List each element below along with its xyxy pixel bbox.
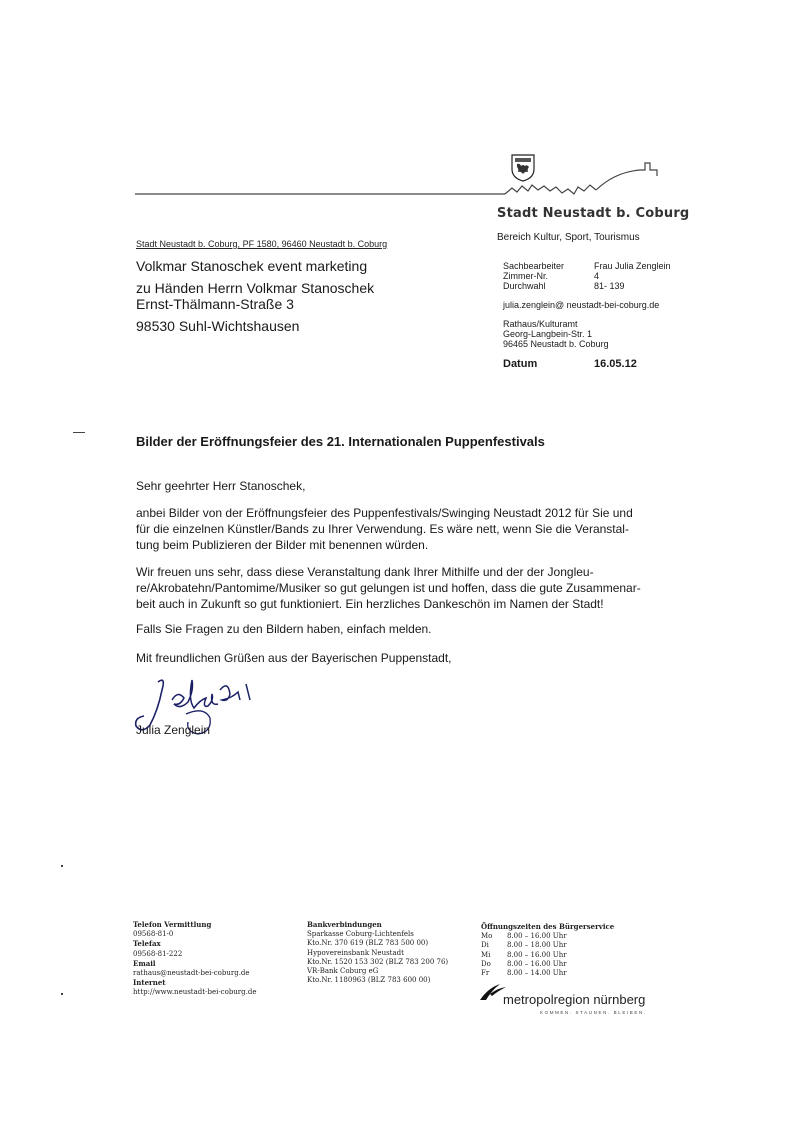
hours-label: Öffnungszeiten des Bürgerservice: [481, 922, 615, 931]
letterhead-skyline: [0, 0, 800, 215]
paragraph-1-line: tung beim Publizieren der Bilder mit benennen würden.: [136, 538, 429, 552]
hours-day: Mo: [481, 932, 493, 941]
hours-day: Mi: [481, 950, 491, 959]
hours-row: [481, 932, 614, 941]
bank-name: Sparkasse Coburg-Lichtenfels: [307, 930, 414, 939]
date-value: 16.05.12: [594, 358, 637, 370]
paragraph-2-line: beit auch in Zukunft so gut funktioniert. Ein herzliches Dankeschön im Namen der Stadt!: [136, 597, 604, 611]
paragraph-3: Falls Sie Fragen zu den Bildern haben, einfach melden.: [136, 622, 432, 636]
phone-label: Telefon Vermittlung: [133, 920, 212, 929]
signer-name: Julia Zenglein: [136, 723, 211, 737]
bank-label: Bankverbindungen: [307, 920, 382, 929]
fax-value: 09568-81-222: [133, 949, 183, 958]
letter-subject: Bilder der Eröffnungsfeier des 21. Internationalen Puppenfestivals: [136, 434, 545, 449]
closing: Mit freundlichen Grüßen aus der Bayerischen Puppenstadt,: [136, 651, 452, 665]
paragraph-1: [136, 505, 661, 553]
contact-email: julia.zenglein@ neustadt-bei-coburg.de: [503, 300, 660, 310]
page-mark: [61, 865, 63, 867]
bank-account: Kto.Nr. 1520 153 302 (BLZ 783 200 76): [307, 957, 449, 966]
hours-row: [481, 969, 614, 978]
hours-row: [481, 960, 614, 969]
extension-value: 81- 139: [594, 281, 625, 291]
room-label: Zimmer-Nr.: [503, 271, 548, 281]
office-address-3: 96465 Neustadt b. Coburg: [503, 339, 609, 349]
hours-time: 8.00 – 16.00 Uhr: [507, 932, 567, 941]
office-address-2: Georg-Langbein-Str. 1: [503, 329, 593, 339]
org-name: Stadt Neustadt b. Coburg: [497, 206, 690, 221]
metropolregion-name: metropolregion nürnberg: [503, 992, 646, 1007]
bank-account: Kto.Nr. 370 619 (BLZ 783 500 00): [307, 939, 429, 948]
page-mark: [61, 993, 63, 995]
date-label: Datum: [503, 358, 538, 370]
recipient-name: Volkmar Stanoschek event marketing: [136, 258, 368, 274]
email-label: Email: [133, 958, 156, 968]
extension-label: Durchwahl: [503, 281, 546, 291]
room-value: 4: [594, 271, 600, 281]
recipient-attention: zu Händen Herrn Volkmar Stanoschek: [136, 280, 375, 296]
clerk-label: Sachbearbeiter: [503, 261, 565, 271]
hours-day: Do: [481, 959, 491, 968]
bank-name: Hypovereinsbank Neustadt: [307, 948, 404, 957]
paragraph-1-line: anbei Bilder von der Eröffnungsfeier des Puppenfestivals/Swinging Neustadt 2012 für Sie und: [136, 506, 633, 520]
footer-hours: [481, 922, 614, 978]
footer-bank: [307, 920, 448, 985]
footer-contact: [133, 920, 256, 998]
paragraph-2-line: re/Akrobatehn/Pantomime/Musiker so gut gelungen ist und hoffen, dass die gute Zusammenar-: [136, 581, 641, 595]
fax-label: Telefax: [133, 939, 161, 949]
office-address-1: Rathaus/Kulturamt: [503, 319, 578, 329]
paragraph-2-line: Wir freuen uns sehr, dass diese Veranstaltung dank Ihrer Mithilfe und der der Jongleu-: [136, 565, 594, 579]
email-value: rathaus@neustadt-bei-coburg.de: [133, 969, 250, 978]
hours-time: 8.00 – 14.00 Uhr: [507, 969, 567, 978]
web-value: http://www.neustadt-bei-coburg.de: [133, 988, 257, 997]
hours-row: [481, 951, 614, 960]
hours-time: 8.00 – 18.00 Uhr: [507, 941, 567, 950]
recipient-street: Ernst-Thälmann-Straße 3: [136, 296, 294, 312]
web-label: Internet: [133, 978, 166, 988]
bank-name: VR-Bank Coburg eG: [307, 967, 379, 976]
bank-account: Kto.Nr. 1180963 (BLZ 783 600 00): [307, 976, 431, 985]
clerk-value: Frau Julia Zenglein: [594, 261, 671, 271]
recipient-city: 98530 Suhl-Wichtshausen: [136, 318, 300, 334]
hours-day: Di: [481, 941, 489, 950]
hours-day: Fr: [481, 969, 490, 978]
fold-mark: [73, 432, 85, 433]
phone-value: 09568-81-0: [133, 930, 174, 939]
hours-row: [481, 941, 614, 950]
sender-return-address: Stadt Neustadt b. Coburg, PF 1580, 96460 Neustadt b. Coburg: [136, 239, 388, 249]
salutation: Sehr geehrter Herr Stanoschek,: [136, 479, 306, 493]
hours-time: 8.00 – 16.00 Uhr: [507, 950, 567, 959]
paragraph-1-line: für die einzelnen Künstler/Bands zu Ihrer Verwendung. Es wäre nett, wenn Sie die Veranstal-: [136, 522, 629, 536]
coat-of-arms-icon: [511, 154, 535, 182]
paragraph-2: [136, 564, 661, 612]
metropolregion-tagline: KOMMEN. STAUNEN. BLEIBEN.: [540, 1010, 647, 1015]
org-department: Bereich Kultur, Sport, Tourismus: [497, 232, 640, 243]
hours-time: 8.00 – 16.00 Uhr: [507, 959, 567, 968]
